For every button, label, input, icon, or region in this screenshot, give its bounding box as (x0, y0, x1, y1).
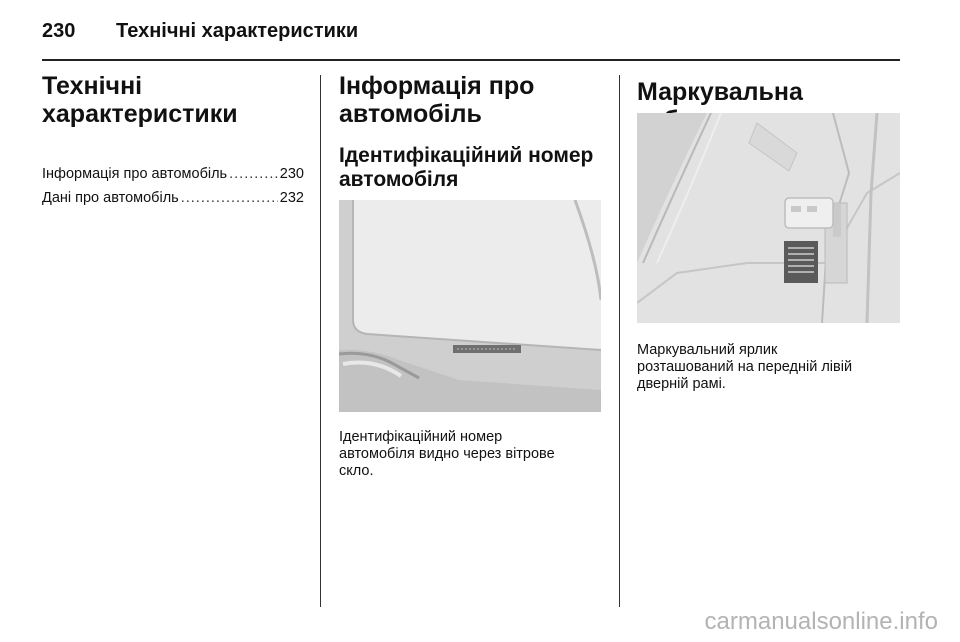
toc-entry-label: Інформація про автомобіль (42, 166, 228, 182)
label-plate-caption-line2: розташований на передній лівій (637, 359, 853, 375)
toc-leader-dots (181, 186, 278, 210)
section-title-line2: автомобіль (339, 100, 482, 128)
column-vehicle-info (339, 72, 601, 192)
label-plate-illustration (637, 113, 900, 323)
vin-caption-line1: Ідентифікаційний номер (339, 429, 503, 445)
label-plate-title: Маркувальна (637, 78, 803, 106)
header-divider (42, 59, 900, 61)
toc-leader-dots (229, 162, 278, 186)
toc-entry-page: 230 (279, 166, 304, 182)
vin-caption-line3: скло. (339, 463, 374, 479)
vin-windshield-figure (339, 200, 601, 412)
column-chapter (42, 72, 304, 210)
subsection-title (339, 144, 601, 192)
toc-entry-label: Дані про автомобіль (42, 190, 179, 206)
page-number: 230 (42, 20, 76, 42)
chapter-title-line2: характеристики (42, 100, 238, 128)
running-title: Технічні характеристики (116, 20, 359, 42)
toc-entry[interactable] (42, 186, 304, 210)
chapter-title-line1: Технічні (42, 72, 143, 100)
label-plate-caption-line1: Маркувальний ярлик (637, 342, 778, 358)
table-of-contents (42, 162, 304, 210)
watermark: carmanualsonline.info (704, 608, 938, 635)
vin-caption (339, 429, 601, 480)
column-divider-2 (619, 75, 620, 607)
toc-entry[interactable] (42, 162, 304, 186)
subsection-title-line1: Ідентифікаційний номер (339, 144, 594, 167)
subsection-title-line2: автомобіля (339, 168, 459, 191)
column-divider-1 (320, 75, 321, 607)
label-plate-caption-line3: дверній рамі. (637, 376, 726, 392)
vin-windshield-illustration (339, 200, 601, 412)
label-sticker (784, 241, 818, 283)
section-title (339, 72, 601, 128)
chapter-title (42, 72, 304, 128)
label-plate-caption (637, 342, 900, 393)
toc-entry-page: 232 (279, 190, 304, 206)
vin-caption-line2: автомобіля видно через вітрове (339, 446, 555, 462)
label-plate-figure (637, 113, 900, 323)
section-title-line1: Інформація про (339, 72, 535, 100)
